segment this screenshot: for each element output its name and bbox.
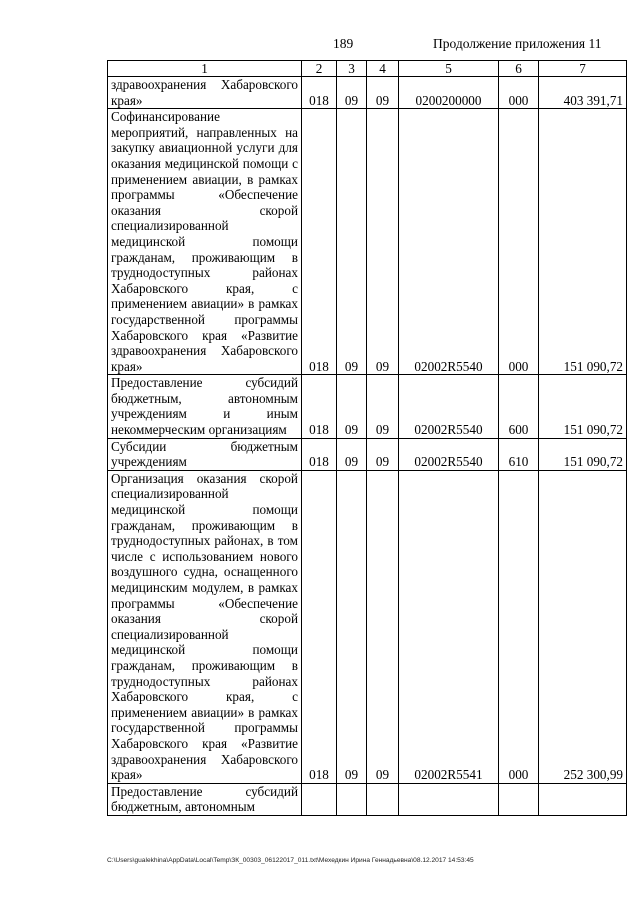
page-number: 189 <box>333 36 354 51</box>
row-description: Субсидии бюджетным учреждениям <box>108 438 302 470</box>
table-row <box>108 470 627 783</box>
amount: 403 391,71 <box>539 77 627 109</box>
header-row <box>108 61 627 77</box>
amount <box>539 783 627 815</box>
continuation-label: Продолжение приложения 11 <box>433 36 602 51</box>
amount: 151 090,72 <box>539 375 627 438</box>
section-code: 09 <box>337 375 367 438</box>
section-code: 09 <box>337 77 367 109</box>
expense-type-code: 000 <box>499 470 539 783</box>
subsection-code: 09 <box>367 77 399 109</box>
table-row <box>108 438 627 470</box>
column-header: 3 <box>337 61 367 77</box>
column-header: 5 <box>399 61 499 77</box>
row-description: Софинансирование мероприятий, направленных на закупку авиационной услуги для оказания медицинской помощи с применением авиации, в рамках программы «Обеспечение оказания скорой специализированной медицинской помощи гражданам, проживающим в труднодоступных районах Хабаровского края, с применением авиации» в рамках государственной программы Хабаровского края «Развитие здравоохранения Хабаровского края» <box>108 109 302 375</box>
expense-type-code: 000 <box>499 109 539 375</box>
ministry-code <box>302 783 337 815</box>
expense-type-code: 000 <box>499 77 539 109</box>
subsection-code: 09 <box>367 438 399 470</box>
column-header: 4 <box>367 61 399 77</box>
table-row <box>108 77 627 109</box>
row-description: Предоставление субсидий бюджетным, автономным <box>108 783 302 815</box>
table-row <box>108 109 627 375</box>
row-description: Организация оказания скорой специализированной медицинской помощи гражданам, проживающим в труднодоступных районах, в том числе с использованием нового воздушного судна, оснащенного медицинским модулем, в рамках программы «Обеспечение оказания скорой специализированной медицинской помощи гражданам, проживающим в труднодоступных районах Хабаровского края, с применением авиации» в рамках государственной программы Хабаровского края «Развитие здравоохранения Хабаровского края» <box>108 470 302 783</box>
amount: 252 300,99 <box>539 470 627 783</box>
amount: 151 090,72 <box>539 438 627 470</box>
expense-type-code: 600 <box>499 375 539 438</box>
row-description: здравоохранения Хабаровского края» <box>108 77 302 109</box>
target-code: 02002R5540 <box>399 375 499 438</box>
section-code <box>337 783 367 815</box>
column-header: 6 <box>499 61 539 77</box>
ministry-code: 018 <box>302 109 337 375</box>
section-code: 09 <box>337 438 367 470</box>
target-code: 0200200000 <box>399 77 499 109</box>
expense-type-code <box>499 783 539 815</box>
ministry-code: 018 <box>302 438 337 470</box>
subsection-code <box>367 783 399 815</box>
target-code: 02002R5540 <box>399 438 499 470</box>
table-row <box>108 783 627 815</box>
column-header: 1 <box>108 61 302 77</box>
section-code: 09 <box>337 109 367 375</box>
amount: 151 090,72 <box>539 109 627 375</box>
expense-type-code: 610 <box>499 438 539 470</box>
ministry-code: 018 <box>302 470 337 783</box>
table-row <box>108 375 627 438</box>
target-code <box>399 783 499 815</box>
target-code: 02002R5540 <box>399 109 499 375</box>
footer-file-path: C:\Users\gualekhina\AppData\Local\Temp\ЗК_00303_06122017_011.txt\Мехедкин Ирина Геннадьевна\08.12.2017 14:53:45 <box>107 857 474 864</box>
row-description: Предоставление субсидий бюджетным, автономным учреждениям и иным некоммерческим организациям <box>108 375 302 438</box>
subsection-code: 09 <box>367 470 399 783</box>
section-code: 09 <box>337 470 367 783</box>
column-header: 2 <box>302 61 337 77</box>
target-code: 02002R5541 <box>399 470 499 783</box>
column-header: 7 <box>539 61 627 77</box>
subsection-code: 09 <box>367 109 399 375</box>
ministry-code: 018 <box>302 375 337 438</box>
budget-table <box>107 60 627 816</box>
subsection-code: 09 <box>367 375 399 438</box>
ministry-code: 018 <box>302 77 337 109</box>
